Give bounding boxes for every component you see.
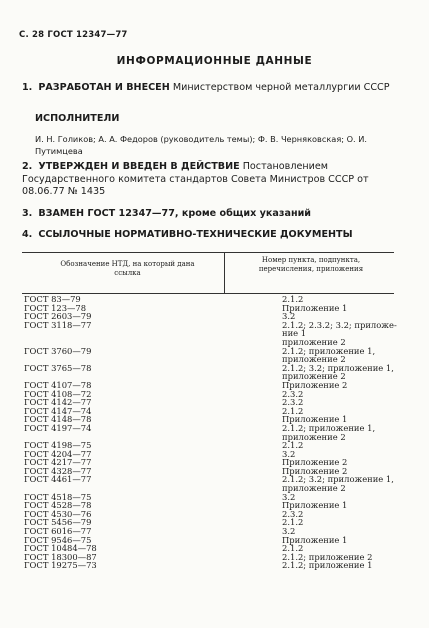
clause-reference: 2.1.2; приложение 1, приложение 2 [282,422,376,442]
ntd-designation: ГОСТ 4148—78 [24,414,92,425]
clause-reference: 2.1.2; приложение 2 [282,551,373,562]
ntd-designation: ГОСТ 4107—78 [24,379,92,390]
clause-reference: 2.3.2 [282,397,304,408]
clause-reference: 3.2 [282,311,296,322]
section-1 [22,82,402,95]
ntd-designation: ГОСТ 4518—75 [24,491,92,502]
ntd-designation: ГОСТ 4204—77 [24,448,92,459]
clause-reference: 2.1.2; приложение 1 [282,560,373,571]
ntd-designation: ГОСТ 4142—77 [24,397,92,408]
ntd-designation: ГОСТ 9546—75 [24,534,92,545]
section-heading: РАЗРАБОТАН И ВНЕСЕН [38,82,170,93]
ntd-designation: ГОСТ 3118—77 [24,319,92,330]
table-row [24,475,404,492]
section-heading: ССЫЛОЧНЫЕ НОРМАТИВНО-ТЕХНИЧЕСКИЕ ДОКУМЕНТЫ [38,229,353,240]
ntd-designation: ГОСТ 5456—79 [24,517,92,528]
page-header: С. 28 ГОСТ 12347—77 [19,30,128,40]
section-2 [22,161,402,199]
ntd-designation: ГОСТ 6016—77 [24,526,92,537]
ntd-designation: ГОСТ 4461—77 [24,474,92,485]
section-number: 1. [22,82,33,93]
ntd-designation: ГОСТ 2603—79 [24,311,92,322]
clause-reference: 2.1.2 [282,517,304,528]
clause-reference: 2.3.2 [282,388,304,399]
section-heading: УТВЕРЖДЕН И ВВЕДЕН В ДЕЙСТВИЕ [38,161,240,172]
clause-reference: Приложение 1 [282,534,348,545]
clause-reference: 3.2 [282,448,296,459]
reference-table-body [24,295,404,570]
page-title: ИНФОРМАЦИОННЫЕ ДАННЫЕ [116,55,313,67]
clause-reference: Приложение 2 [282,379,348,390]
section-heading: ИСПОЛНИТЕЛИ [35,113,120,124]
clause-reference: 2.1.2; 2.3.2; 3.2; приложе- ние 1 приложение 2 [282,319,397,347]
ntd-designation: ГОСТ 10484—78 [24,543,97,554]
clause-reference: 2.1.2 [282,294,304,304]
clause-reference: 2.1.2 [282,440,304,451]
ntd-designation: ГОСТ 123—78 [24,302,87,313]
clause-reference: Приложение 1 [282,500,348,511]
ntd-designation: ГОСТ 19275—73 [24,560,97,571]
ntd-designation: ГОСТ 3760—79 [24,345,92,356]
ntd-designation: ГОСТ 4197—74 [24,422,92,433]
section-number: 4. [22,229,33,240]
ntd-designation: ГОСТ 4198—75 [24,440,92,451]
clause-reference: 2.3.2 [282,508,304,519]
table-top-rule [22,252,394,253]
ntd-designation: ГОСТ 4530—76 [24,508,92,519]
clause-reference: 3.2 [282,491,296,502]
clause-reference: Приложение 1 [282,414,348,425]
clause-reference: Приложение 2 [282,457,348,468]
clause-reference: 3.2 [282,526,296,537]
table-row [24,364,404,381]
clause-reference: 2.1.2 [282,543,304,554]
table-column-divider [224,252,225,294]
ntd-designation: ГОСТ 83—79 [24,294,81,304]
table-header-ntd: Обозначение НТД, на который дана ссылка [60,260,195,277]
table-row [24,561,404,570]
ntd-designation: ГОСТ 4328—77 [24,465,92,476]
ntd-designation: ГОСТ 4528—78 [24,500,92,511]
section-number: 3. [22,208,33,219]
ntd-designation: ГОСТ 18300—87 [24,551,97,562]
table-header-clause: Номер пункта, подпункта, перечисления, приложения [258,256,364,273]
executors-list: И. Н. Голиков; А. А. Федоров (руководитель темы); Ф. В. Черняковская; О. И. Путимцева [35,134,367,156]
ntd-designation: ГОСТ 3765—78 [24,362,92,373]
clause-reference: 2.1.2; 3.2; приложение 1, приложение 2 [282,362,394,382]
section-heading: ВЗАМЕН ГОСТ 12347—77, кроме общих указаний [38,208,312,219]
section-3 [22,208,402,221]
section-number: 2. [22,161,33,172]
ntd-designation: ГОСТ 4147—74 [24,405,92,416]
clause-reference: 2.1.2 [282,405,304,416]
ntd-designation: ГОСТ 4217—77 [24,457,92,468]
table-row [24,321,404,347]
section-text: Министерством черной металлургии СССР [169,82,390,93]
clause-reference: 2.1.2; приложение 1, приложение 2 [282,345,376,365]
ntd-designation: ГОСТ 4108—72 [24,388,92,399]
executors-heading [35,113,395,126]
section-text: Постановлением Государственного комитета стандартов Совета Министров СССР от 08.06.77 № 1435 [22,161,369,197]
table-row [24,347,404,364]
table-row [24,424,404,441]
clause-reference: Приложение 1 [282,302,348,313]
clause-reference: 2.1.2; 3.2; приложение 1, приложение 2 [282,474,394,494]
clause-reference: Приложение 2 [282,465,348,476]
section-4 [22,229,407,242]
